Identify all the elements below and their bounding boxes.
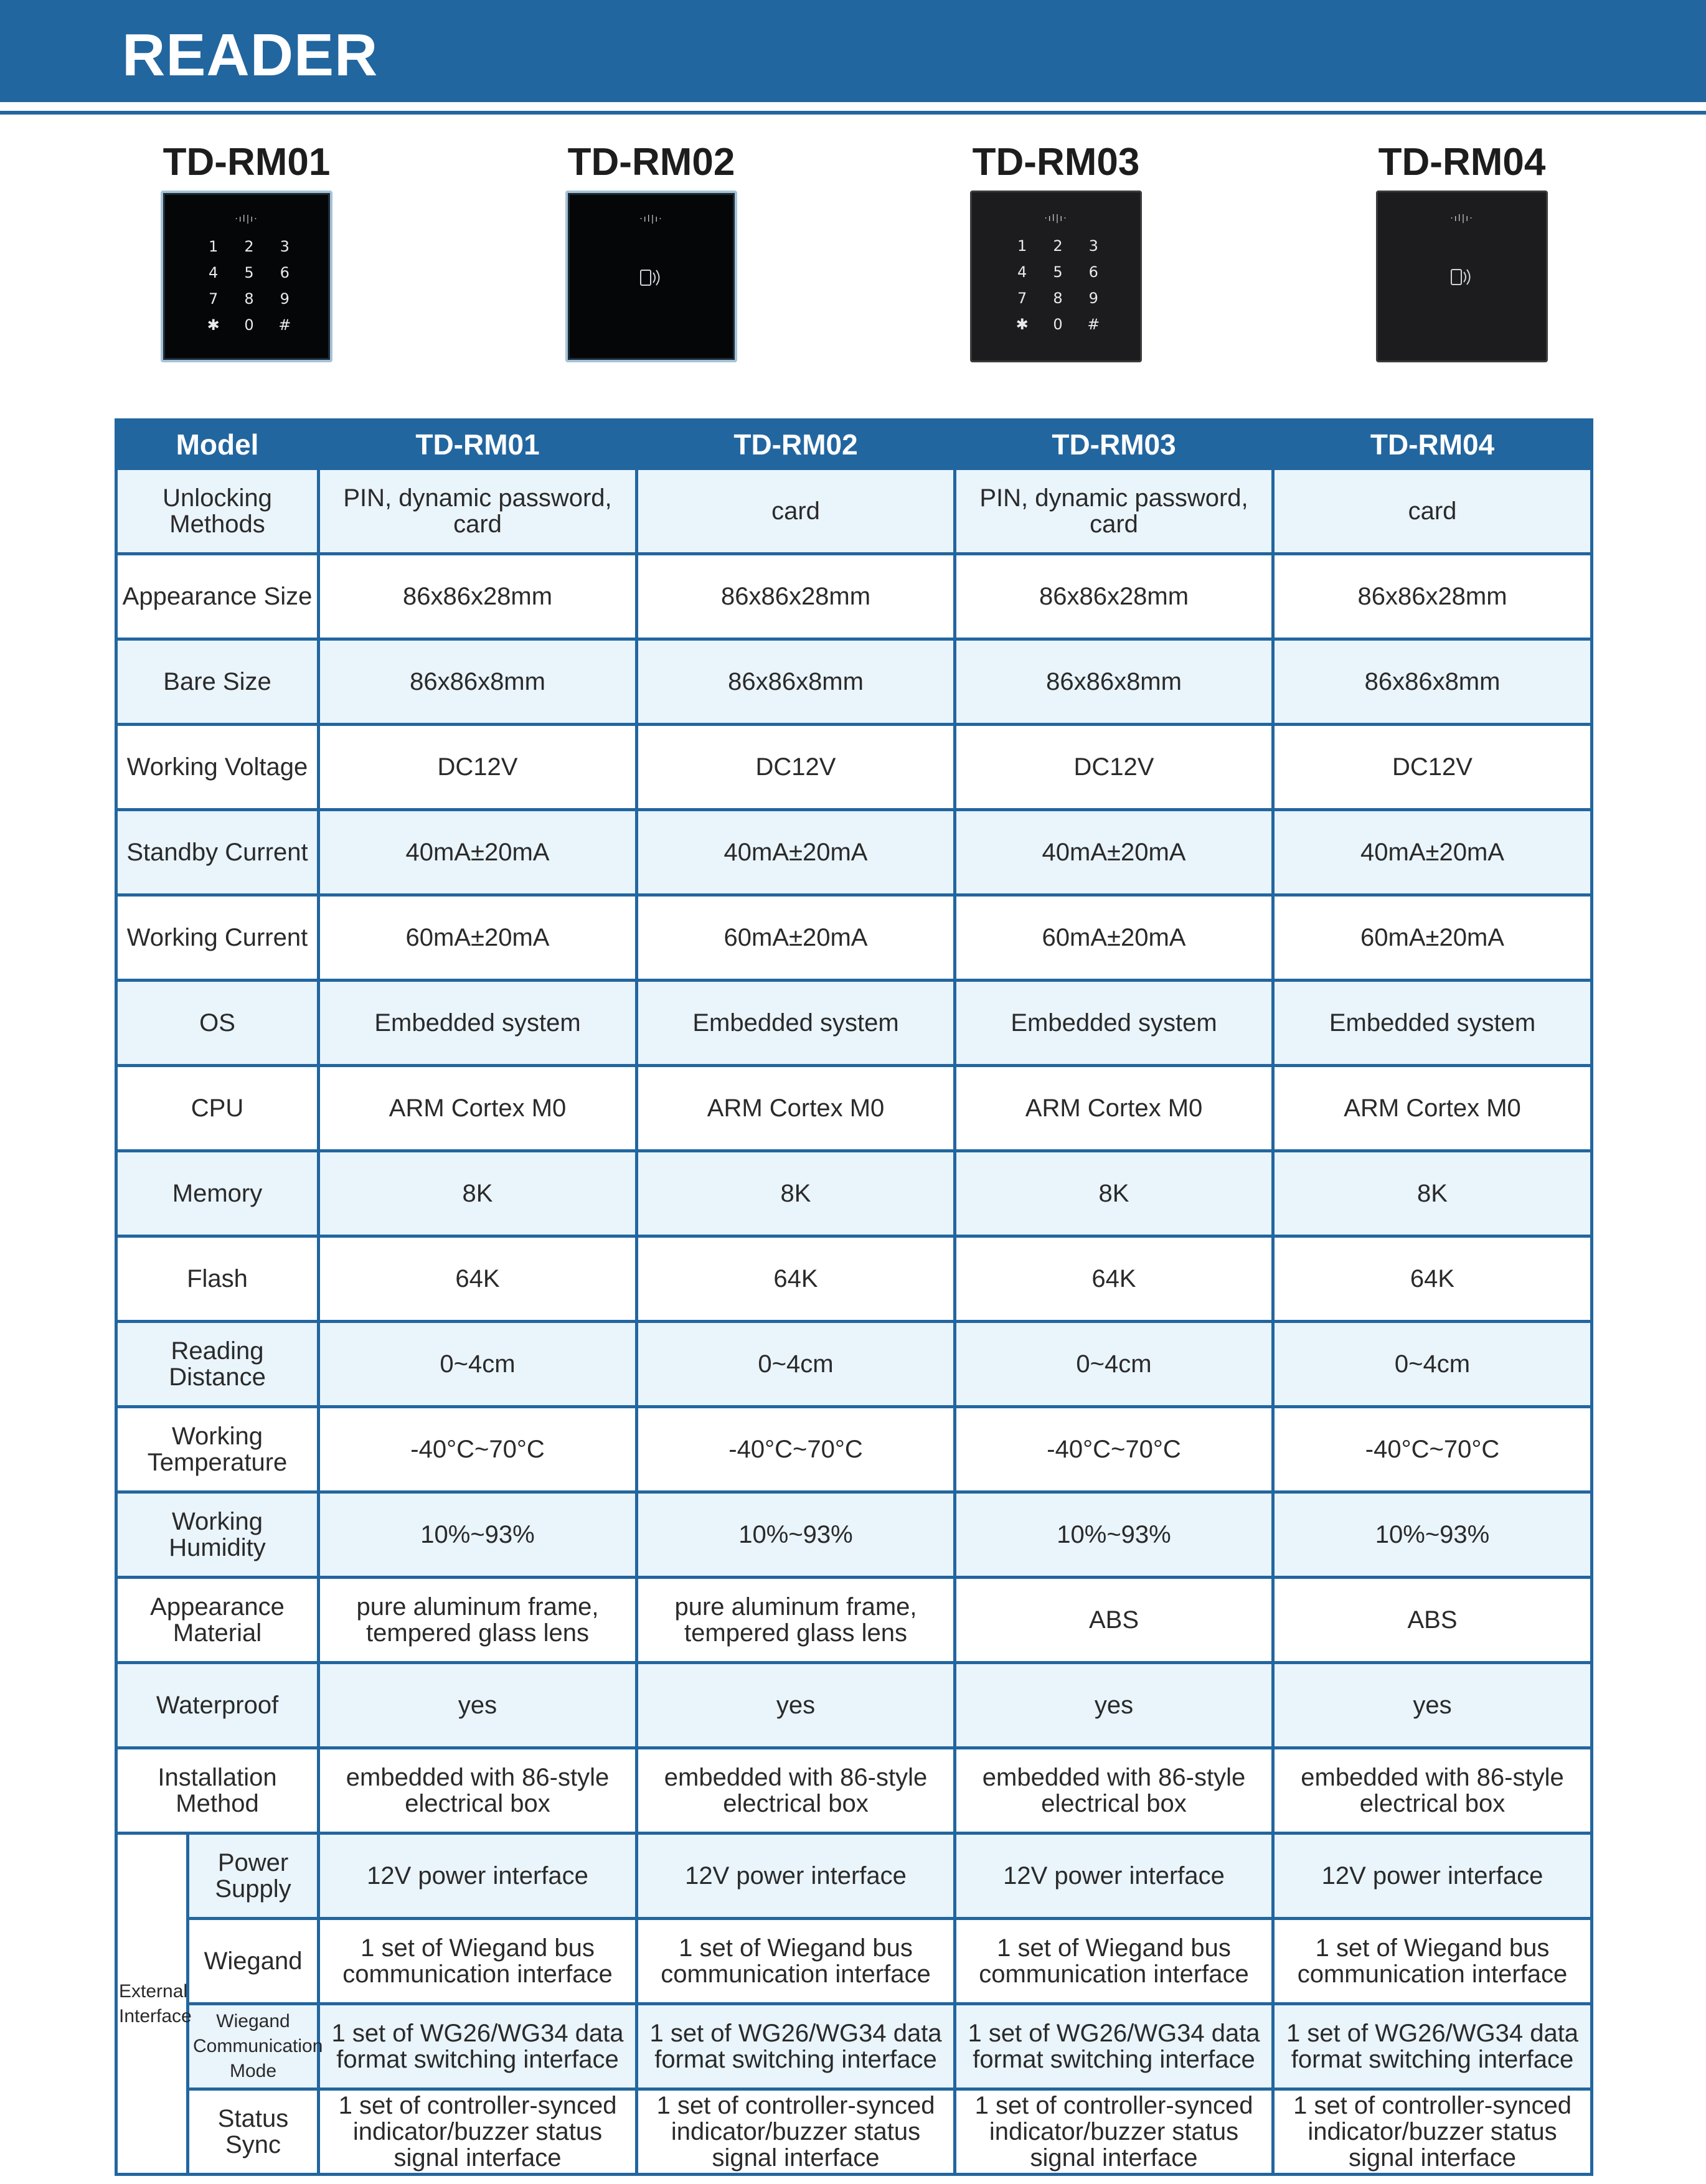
table-cell: pure aluminum frame, tempered glass lens (319, 1578, 637, 1663)
product-rm04 (1319, 134, 1605, 362)
table-cell: yes (1273, 1663, 1592, 1748)
table-cell: 1 set of Wiegand bus communication interface (637, 1919, 955, 2004)
table-cell: 1 set of WG26/WG34 data format switching interface (319, 2004, 637, 2089)
table-row (116, 554, 1592, 639)
nfc-indicator-icon: ·ıl|ı· (235, 214, 258, 224)
table-cell: 10%~93% (319, 1492, 637, 1578)
keypad (1004, 237, 1111, 333)
table-row (116, 1578, 1592, 1663)
device-image (970, 191, 1142, 362)
key: 6 (280, 264, 290, 281)
key: 8 (1053, 289, 1063, 307)
key: 7 (1017, 289, 1027, 307)
table-cell: 8K (955, 1151, 1273, 1236)
nfc-indicator-icon: ·ıl|ı· (639, 214, 663, 224)
table-row (116, 2004, 1592, 2089)
key: 0 (244, 316, 254, 334)
table-cell: embedded with 86-style electrical box (1273, 1748, 1592, 1833)
row-label: Waterproof (116, 1663, 319, 1748)
sub-row-label: Wiegand (188, 1919, 319, 2004)
table-cell: ARM Cortex M0 (955, 1066, 1273, 1151)
table-cell: 60mA±20mA (637, 895, 955, 981)
card-reader-icon (1448, 262, 1476, 291)
table-row (116, 1919, 1592, 2004)
row-label: CPU (116, 1066, 319, 1151)
table-cell: DC12V (319, 725, 637, 810)
table-cell: -40°C~70°C (637, 1407, 955, 1492)
table-cell: 64K (955, 1236, 1273, 1322)
table-cell: 86x86x28mm (319, 554, 637, 639)
row-label: Memory (116, 1151, 319, 1236)
device-image (1376, 191, 1548, 362)
key: 8 (244, 290, 254, 308)
row-label: Installation Method (116, 1748, 319, 1833)
table-cell: 40mA±20mA (319, 810, 637, 895)
row-label: Appearance Size (116, 554, 319, 639)
table-cell: ARM Cortex M0 (637, 1066, 955, 1151)
table-row (116, 895, 1592, 981)
table-cell: Embedded system (319, 981, 637, 1066)
key: 9 (280, 290, 290, 308)
table-cell: 60mA±20mA (1273, 895, 1592, 981)
table-row (116, 1663, 1592, 1748)
row-label: Working Temperature (116, 1407, 319, 1492)
table-header-row (116, 420, 1592, 469)
key: 5 (1053, 263, 1063, 281)
table-cell: 12V power interface (319, 1833, 637, 1919)
table-cell: -40°C~70°C (319, 1407, 637, 1492)
device-image (565, 191, 737, 362)
key: 4 (209, 264, 219, 281)
nfc-indicator-icon: ·ıl|ı· (1450, 214, 1474, 224)
page-title: READER (122, 22, 379, 88)
product-rm03 (913, 134, 1199, 362)
product-rm01 (103, 134, 390, 362)
table-row (116, 810, 1592, 895)
table-cell: -40°C~70°C (1273, 1407, 1592, 1492)
table-cell: 12V power interface (637, 1833, 955, 1919)
table-cell: 60mA±20mA (319, 895, 637, 981)
header-cell: TD-RM03 (955, 420, 1273, 469)
header-cell: TD-RM02 (637, 420, 955, 469)
table-cell: yes (319, 1663, 637, 1748)
table-cell: 40mA±20mA (955, 810, 1273, 895)
row-label: Working Humidity (116, 1492, 319, 1578)
key: # (1087, 316, 1100, 333)
table-cell: embedded with 86-style electrical box (637, 1748, 955, 1833)
table-cell: card (1273, 469, 1592, 554)
table-cell: 0~4cm (637, 1322, 955, 1407)
header-cell: Model (116, 420, 319, 469)
table-row (116, 1236, 1592, 1322)
table-cell: 86x86x28mm (955, 554, 1273, 639)
key: 3 (1088, 237, 1098, 255)
product-name: TD-RM02 (567, 141, 735, 184)
row-label: Standby Current (116, 810, 319, 895)
table-cell: 1 set of WG26/WG34 data format switching interface (955, 2004, 1273, 2089)
table-cell: 1 set of controller-synced indicator/buzzer status signal interface (955, 2089, 1273, 2175)
table-cell: DC12V (955, 725, 1273, 810)
table-cell: 40mA±20mA (637, 810, 955, 895)
key: # (278, 316, 291, 334)
table-cell: -40°C~70°C (955, 1407, 1273, 1492)
table-row (116, 1833, 1592, 1919)
row-label: Flash (116, 1236, 319, 1322)
table-row (116, 981, 1592, 1066)
table-row (116, 1151, 1592, 1236)
table-cell: 86x86x8mm (637, 639, 955, 725)
product-name: TD-RM01 (163, 141, 331, 184)
table-cell: yes (637, 1663, 955, 1748)
table-cell: ABS (1273, 1578, 1592, 1663)
product-name: TD-RM03 (972, 141, 1140, 184)
nfc-indicator-icon: ·ıl|ı· (1044, 214, 1068, 224)
product-name: TD-RM04 (1378, 141, 1546, 184)
row-label: Bare Size (116, 639, 319, 725)
spec-table (115, 418, 1593, 2176)
table-row (116, 1407, 1592, 1492)
table-cell: 64K (319, 1236, 637, 1322)
banner-divider (0, 111, 1706, 115)
table-row (116, 2089, 1592, 2175)
table-cell: 40mA±20mA (1273, 810, 1592, 895)
card-reader-icon (637, 263, 666, 291)
key: ✱ (1016, 316, 1029, 333)
header-cell: TD-RM04 (1273, 420, 1592, 469)
row-label: Unlocking Methods (116, 469, 319, 554)
table-cell: 64K (637, 1236, 955, 1322)
table-row (116, 469, 1592, 554)
keypad (196, 238, 303, 334)
key: 1 (1017, 237, 1027, 255)
table-cell: 12V power interface (955, 1833, 1273, 1919)
row-label: Working Current (116, 895, 319, 981)
table-cell: 0~4cm (1273, 1322, 1592, 1407)
table-cell: 8K (1273, 1151, 1592, 1236)
sub-row-label: Status Sync (188, 2089, 319, 2175)
table-cell: ARM Cortex M0 (319, 1066, 637, 1151)
table-row (116, 725, 1592, 810)
table-cell: yes (955, 1663, 1273, 1748)
table-cell: PIN, dynamic password, card (319, 469, 637, 554)
table-cell: 1 set of Wiegand bus communication interface (1273, 1919, 1592, 2004)
table-cell: 1 set of WG26/WG34 data format switching interface (1273, 2004, 1592, 2089)
table-row (116, 1748, 1592, 1833)
table-cell: 86x86x8mm (319, 639, 637, 725)
row-label: OS (116, 981, 319, 1066)
key: 3 (280, 238, 290, 255)
table-cell: 12V power interface (1273, 1833, 1592, 1919)
table-cell: embedded with 86-style electrical box (319, 1748, 637, 1833)
table-cell: 10%~93% (955, 1492, 1273, 1578)
key: 4 (1017, 263, 1027, 281)
table-cell: 1 set of Wiegand bus communication interface (955, 1919, 1273, 2004)
table-cell: 86x86x8mm (1273, 639, 1592, 725)
table-cell: Embedded system (637, 981, 955, 1066)
table-cell: Embedded system (955, 981, 1273, 1066)
key: 7 (209, 290, 219, 308)
table-cell: ABS (955, 1578, 1273, 1663)
row-label: Appearance Material (116, 1578, 319, 1663)
key: 2 (244, 238, 254, 255)
key: 9 (1088, 289, 1098, 307)
key: 5 (244, 264, 254, 281)
table-row (116, 1322, 1592, 1407)
table-cell: 1 set of WG26/WG34 data format switching interface (637, 2004, 955, 2089)
key: 0 (1053, 316, 1063, 333)
table-row (116, 639, 1592, 725)
table-cell: Embedded system (1273, 981, 1592, 1066)
table-cell: 60mA±20mA (955, 895, 1273, 981)
table-cell: 10%~93% (1273, 1492, 1592, 1578)
row-label: Reading Distance (116, 1322, 319, 1407)
table-cell: ARM Cortex M0 (1273, 1066, 1592, 1151)
table-cell: PIN, dynamic password, card (955, 469, 1273, 554)
header-cell: TD-RM01 (319, 420, 637, 469)
product-rm02 (508, 134, 794, 362)
external-interface-label: External Interface (116, 1833, 188, 2175)
table-cell: 1 set of controller-synced indicator/buzzer status signal interface (1273, 2089, 1592, 2175)
key: ✱ (207, 316, 220, 334)
table-cell: 1 set of Wiegand bus communication interface (319, 1919, 637, 2004)
table-cell: 86x86x28mm (1273, 554, 1592, 639)
table-cell: pure aluminum frame, tempered glass lens (637, 1578, 955, 1663)
table-cell: 64K (1273, 1236, 1592, 1322)
sub-row-label: Wiegand Communication Mode (188, 2004, 319, 2089)
title-banner (0, 0, 1706, 102)
table-cell: 86x86x28mm (637, 554, 955, 639)
table-cell: 0~4cm (955, 1322, 1273, 1407)
table-cell: 86x86x8mm (955, 639, 1273, 725)
sub-row-label: Power Supply (188, 1833, 319, 1919)
table-cell: 0~4cm (319, 1322, 637, 1407)
table-cell: DC12V (637, 725, 955, 810)
table-cell: DC12V (1273, 725, 1592, 810)
table-cell: 8K (637, 1151, 955, 1236)
key: 2 (1053, 237, 1063, 255)
table-cell: 1 set of controller-synced indicator/buzzer status signal interface (637, 2089, 955, 2175)
device-image (161, 191, 332, 362)
table-row (116, 1492, 1592, 1578)
table-cell: embedded with 86-style electrical box (955, 1748, 1273, 1833)
key: 1 (209, 238, 219, 255)
table-row (116, 1066, 1592, 1151)
row-label: Working Voltage (116, 725, 319, 810)
key: 6 (1088, 263, 1098, 281)
table-cell: card (637, 469, 955, 554)
table-cell: 10%~93% (637, 1492, 955, 1578)
table-cell: 8K (319, 1151, 637, 1236)
table-cell: 1 set of controller-synced indicator/buzzer status signal interface (319, 2089, 637, 2175)
